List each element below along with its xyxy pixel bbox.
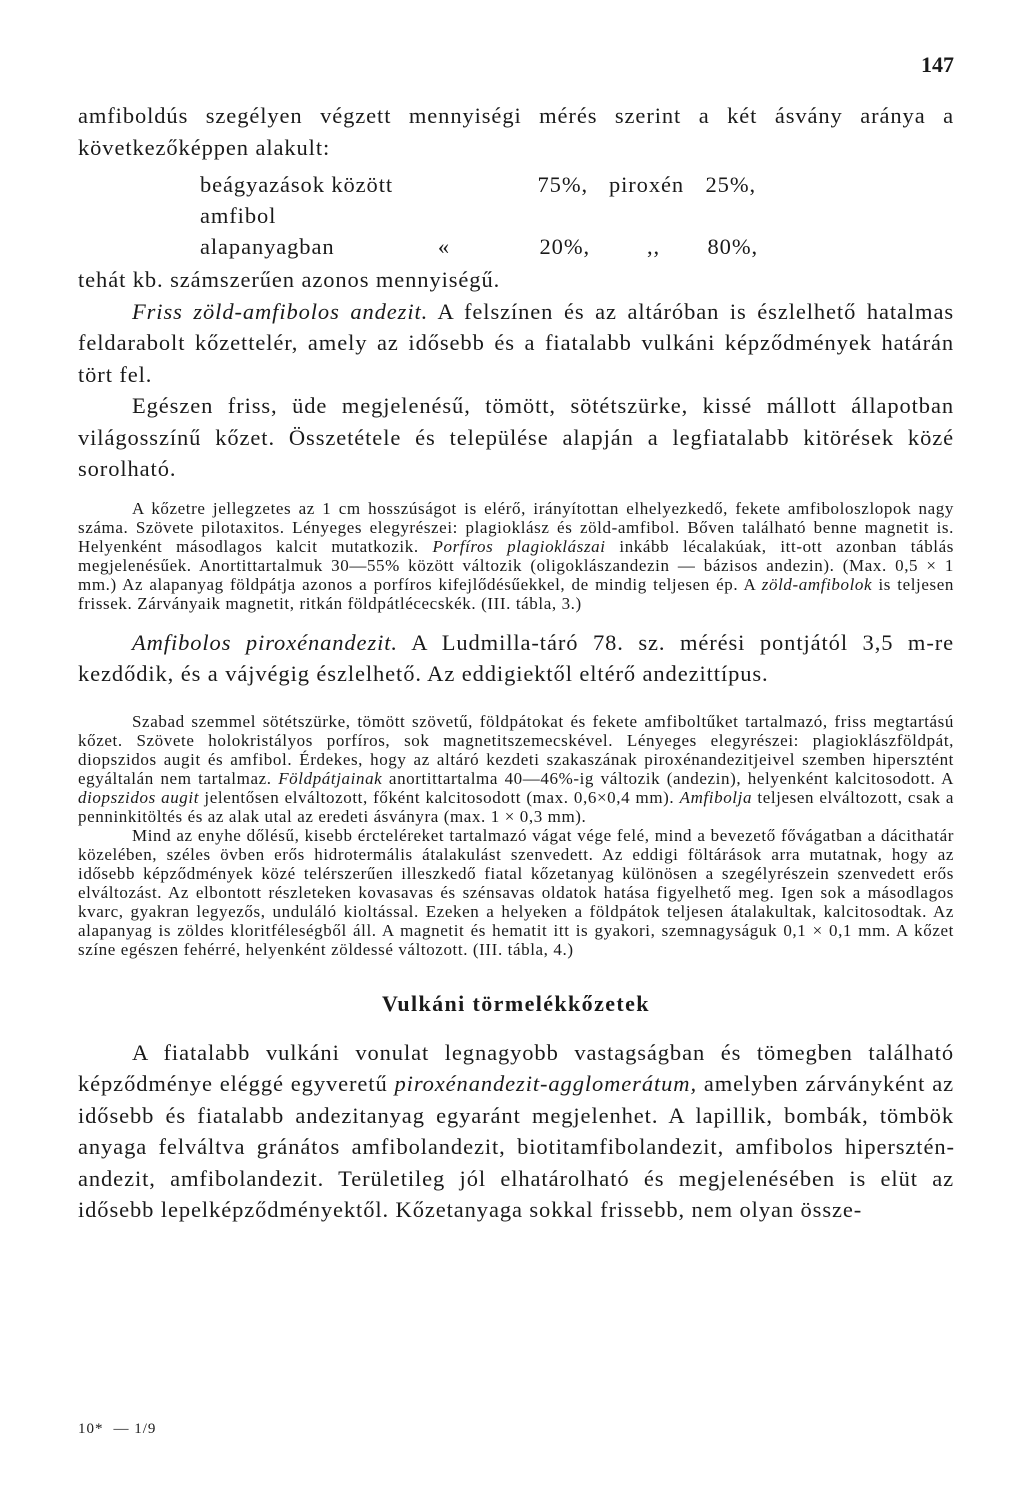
paragraph-text: anortittartalma 40—46%-ig változik (andezin), helyenként kalcitosodott. A: [382, 768, 954, 788]
ditto-mark: ,,: [646, 234, 660, 259]
page-body: [78, 0, 954, 1226]
rock-name: piroxénandezit-agglomerátum,: [394, 1071, 697, 1096]
section-heading: Vulkáni törmelékkőzetek: [382, 990, 650, 1016]
paragraph-text: A felszínen és az altáróban is észlelhető hatalmas feldarabolt kőzettelér, amely az idősebb és a fiatalabb vulkáni képződmények határán tört fel.: [78, 298, 954, 387]
paragraph-text: inkább lécalakúak, itt-ott azonban táblás megjelenésűek. Anortittartalmuk 30—55% között változik (oligoklászandezin — bázisos andezin). (Max. 0,5 × 1 mm.) Az alapanyag földpátja azonos a porfíros kifejlődésűekkel, de mindig teljesen ép. A: [78, 536, 954, 594]
paragraph-text: A Ludmilla-táró 78. sz. mérési pontjától 3,5 m-re kezdődik, és a vájvégig észlelhető. Az eddigiektől eltérő andezittípus.: [78, 629, 954, 686]
paragraph-text: teljesen elváltozott, csak a penninkitöltés és az alak utal az eredeti ásványra (max. 1 × 0,3 mm).: [78, 787, 954, 826]
paragraph: Egészen friss, üde megjelenésű, tömött, sötétszürke, kissé mállott állapotban világosszínű kőzet. Összetétele és települése alapján a legfiatalabb kitörések közé sorolható.: [78, 393, 954, 481]
paragraph-small-description: [78, 499, 954, 613]
paragraph-text: amelyben zárványként az idősebb és fiatalabb andezitanyag egyaránt megjelenhet. A lapillik, bombák, tömbök anyaga felváltva gránátos amfibolandezit, biotitamfibolandezit, amfibolos hiperszténandezit, amfibolandezit. Területileg jól elhatárolható és megjelenésében is elüt az idősebb lepelképződményektől. Kőzetanyaga sokkal frissebb, nem olyan össze-: [78, 1071, 954, 1222]
rock-name: Friss zöld-amfibolos andezit.: [132, 298, 429, 324]
sheet-signature: [78, 1421, 166, 1438]
table-cell: beágyazások között amfibol: [200, 172, 394, 228]
mineral-name: zöld-amfibolok: [761, 574, 873, 594]
paragraph-text: is teljesen frissek. Zárványaik magnetit, ritkán földpátlécecskék. (III. tábla, 3.): [78, 574, 954, 613]
paragraph-text: Szabad szemmel sötétszürke, tömött szövetű, földpátokat és fekete amfiboltűket tartalmazó, friss megtartású kőzet. Szövete holokristályos porfíros, sok magnetitszemecskével. Lényeges elegyrészei: plagioklászföldpát, diopszidos augit és amfibol. Érdekes, hogy az altáró kezdeti szakaszának piroxénandezitjeivel szemben hipersztént egyáltalán nem tartalmaz.: [78, 711, 954, 788]
ditto-mark: «: [437, 234, 451, 259]
table-cell: 80%,: [707, 234, 758, 259]
paragraph-text: A kőzetre jellegzetes az 1 cm hosszúságot is elérő, irányítottan elhelyezkedő, fekete amfiboloszlopok nagy száma. Szövete pilotaxitos. Lényeges elegyrészei: plagioklász és zöld-amfibol. Bőven található benne magnetit is. Helyenként másodlagos kalcit mutatkozik.: [78, 498, 954, 556]
paragraph: tehát kb. számszerűen azonos mennyiségű.: [78, 267, 501, 292]
paragraph-small-alteration: Mind az enyhe dőlésű, kisebb ércteléreket tartalmazó vágat vége felé, mind a bevezető fővágatban a dácithatár közelében, széles övben erős hidrotermális átalakulást szenvedett. Az eddigi föltárások arra mutatnak, hogy az idősebb képződmények közé telérszerűen illeszkedő fiatal kőzetanyag különösen a szegélyrészein szenvedett erős elváltozást. Az elbontott részleteken kovasavas és szénsavas oldatok hatása figyelhető meg. Igen sok a másodlagos kvarc, gyakran legyezős, unduláló kioltással. Ezeken a helyeken a földpátok teljesen átalakultak, kalcitosodtak. Az alapanyag is zöldes kloritféleségből áll. A magnetit és hematit itt is gyakori, szemnagyságuk 0,1 × 0,1 mm. A kőzet színe egészen fehérré, helyenként zöldessé változott. (III. tábla, 4.): [78, 825, 954, 959]
mineral-name: Porfíros plagioklászai: [432, 536, 606, 556]
paragraph-small-description: [78, 712, 954, 826]
table-cell: 25%,: [705, 172, 756, 197]
table-cell: alapanyagban: [200, 234, 335, 259]
table-row: [200, 169, 954, 231]
page-number: 147: [921, 52, 954, 77]
paragraph-agglomerate: [78, 1037, 954, 1226]
table-cell: 75%,: [537, 172, 588, 197]
paragraph-text: jelentősen elváltozott, főként kalcitosodott (max. 0,6×0,4 mm).: [199, 787, 680, 807]
mineral-name: Földpátjainak: [278, 768, 383, 788]
mineral-ratio-table: [200, 169, 954, 262]
rock-name: Amfibolos piroxénandezit.: [132, 629, 398, 655]
paragraph-friss-andezit: [78, 296, 954, 391]
paragraph-text: A fiatalabb vulkáni vonulat legnagyobb vastagságban és tömegben található képződménye eléggé egyveretű: [78, 1039, 954, 1096]
table-cell: piroxén: [608, 172, 684, 197]
paragraph-intro: amfiboldús szegélyen végzett mennyiségi mérés szerint a két ásvány aránya a következőképpen alakult:: [78, 103, 954, 160]
paragraph-amfibolos-piroxenandezit: [78, 627, 954, 690]
table-cell: 20%,: [539, 234, 590, 259]
signature-mark: 10*: [78, 1421, 104, 1437]
table-row: [200, 231, 954, 262]
mineral-name: Amfibolja: [679, 787, 753, 807]
sheet-number: — 1/9: [113, 1421, 157, 1437]
mineral-name: diopszidos augit: [78, 787, 200, 807]
